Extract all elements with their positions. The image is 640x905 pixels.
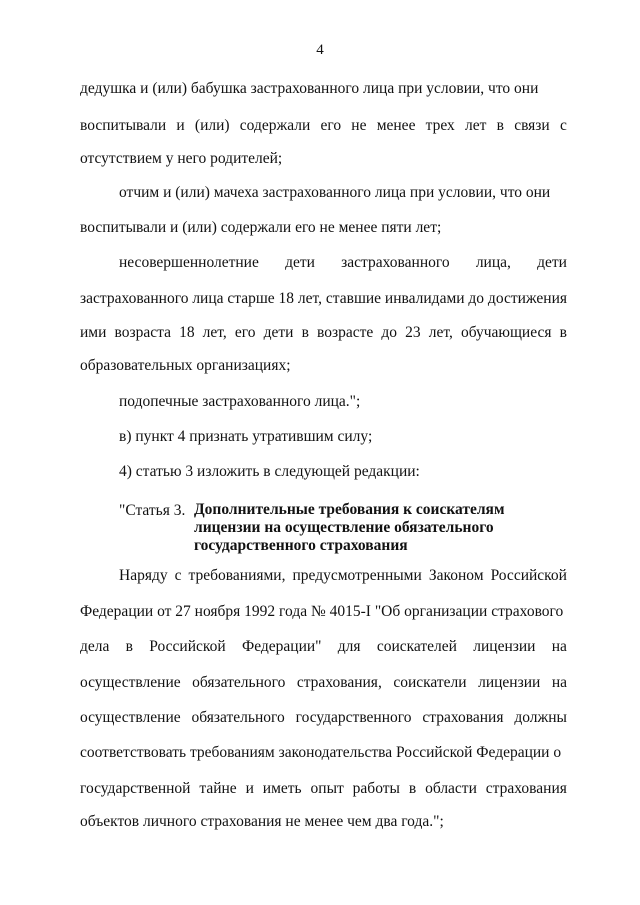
text-segment: до: [381, 324, 397, 341]
text-segment: в: [559, 324, 567, 341]
text-segment: предусмотренными: [292, 567, 422, 584]
article-title-line: государственного страхования: [194, 537, 408, 554]
text-segment: возрасте: [317, 324, 374, 341]
text-segment: области: [425, 780, 477, 797]
text-segment: менее: [376, 117, 416, 134]
text-line: образовательных организациях;: [80, 357, 291, 374]
text-segment: иметь: [262, 780, 302, 797]
text-line: подопечные застрахованного лица.";: [119, 393, 361, 410]
text-segment: возраста: [114, 324, 171, 341]
text-segment: страхования,: [296, 674, 382, 691]
text-segment: Федерации от 27 ноября 1992 года № 4015-I "Об организации страхового: [80, 603, 564, 620]
text-segment: лицензии: [478, 674, 541, 691]
text-line: [80, 602, 567, 622]
text-segment: соискатели: [393, 674, 467, 691]
text-line: [80, 673, 567, 693]
text-segment: должны: [514, 709, 567, 726]
text-segment: лет: [465, 117, 487, 134]
text-segment: обязательного: [191, 709, 285, 726]
text-segment: дети: [285, 254, 315, 271]
text-line: [80, 637, 567, 657]
text-segment: 23: [405, 324, 421, 341]
text-segment: Федерации": [241, 638, 322, 655]
text-line: [119, 183, 567, 203]
text-segment: на: [551, 674, 567, 691]
text-segment: связи: [514, 117, 550, 134]
text-segment: осуществление: [80, 709, 181, 726]
article-title-line: лицензии на осуществление обязательного: [194, 519, 494, 536]
text-line: [80, 743, 567, 763]
text-segment: на: [551, 638, 567, 655]
text-segment: содержали: [239, 117, 311, 134]
text-segment: несовершеннолетние: [119, 254, 259, 271]
text-line: в) пункт 4 признать утратившим силу;: [119, 428, 373, 445]
text-segment: его: [320, 117, 342, 134]
text-segment: дедушка и (или) бабушка застрахованного лица при условии, что они: [80, 80, 539, 97]
text-segment: опыт: [310, 780, 344, 797]
text-segment: не: [351, 117, 367, 134]
text-segment: трех: [425, 117, 455, 134]
text-segment: лица,: [475, 254, 511, 271]
text-segment: Законом: [428, 567, 484, 584]
text-segment: страхования: [485, 780, 567, 797]
text-segment: соответствовать требованиям законодательства Российской Федерации о: [80, 744, 562, 761]
text-segment: обучающиеся: [460, 324, 552, 341]
text-segment: для: [337, 638, 361, 655]
text-segment: в: [301, 324, 309, 341]
text-segment: воспитывали: [80, 117, 167, 134]
text-segment: Российской: [490, 567, 567, 584]
text-segment: осуществление: [80, 674, 181, 691]
text-segment: застрахованного лица старше 18 лет, ставшие инвалидами до достижения: [80, 290, 568, 307]
text-segment: в: [125, 638, 133, 655]
text-segment: с: [559, 117, 567, 134]
text-segment: в: [496, 117, 504, 134]
text-segment: страхования: [422, 709, 504, 726]
text-segment: дети: [263, 324, 294, 341]
text-segment: застрахованного: [341, 254, 450, 271]
text-segment: лицензии: [473, 638, 536, 655]
text-segment: дела: [80, 638, 110, 655]
text-segment: и: [245, 780, 254, 797]
text-segment: государственной: [80, 780, 191, 797]
text-segment: работы: [352, 780, 400, 797]
text-segment: 18: [179, 324, 195, 341]
text-segment: (или): [194, 117, 230, 134]
text-line: [119, 253, 567, 273]
text-segment: соискателей: [376, 638, 457, 655]
text-line: объектов личного страхования не менее чем два года.";: [80, 813, 444, 830]
text-segment: тайне: [199, 780, 237, 797]
text-segment: Российской: [149, 638, 226, 655]
text-line: [80, 708, 567, 728]
text-line: [80, 323, 567, 343]
text-segment: требованиями,: [188, 567, 286, 584]
text-line: воспитывали и (или) содержали его не менее пяти лет;: [80, 219, 442, 236]
text-segment: отчим и (или) мачеха застрахованного лица при условии, что они: [119, 184, 551, 201]
text-line: [80, 289, 567, 309]
text-segment: Наряду: [119, 567, 168, 584]
text-segment: лет,: [428, 324, 453, 341]
text-segment: в: [408, 780, 417, 797]
text-segment: дети: [537, 254, 567, 271]
text-line: [80, 779, 567, 799]
text-line: [80, 79, 567, 99]
page-number: 4: [316, 42, 324, 58]
article-label: "Статья 3.: [119, 502, 186, 519]
text-segment: ими: [80, 324, 107, 341]
text-segment: и: [176, 117, 185, 134]
article-title-line: Дополнительные требования к соискателям: [194, 501, 505, 518]
text-line: [119, 566, 567, 586]
article-title: [194, 501, 534, 555]
text-segment: государственного: [295, 709, 412, 726]
text-segment: лет,: [202, 324, 227, 341]
text-line: 4) статью 3 изложить в следующей редакции:: [119, 463, 420, 480]
text-segment: с: [174, 567, 182, 584]
text-segment: его: [234, 324, 256, 341]
text-line: [80, 116, 567, 136]
text-line: отсутствием у него родителей;: [80, 150, 283, 167]
text-segment: обязательного: [192, 674, 286, 691]
